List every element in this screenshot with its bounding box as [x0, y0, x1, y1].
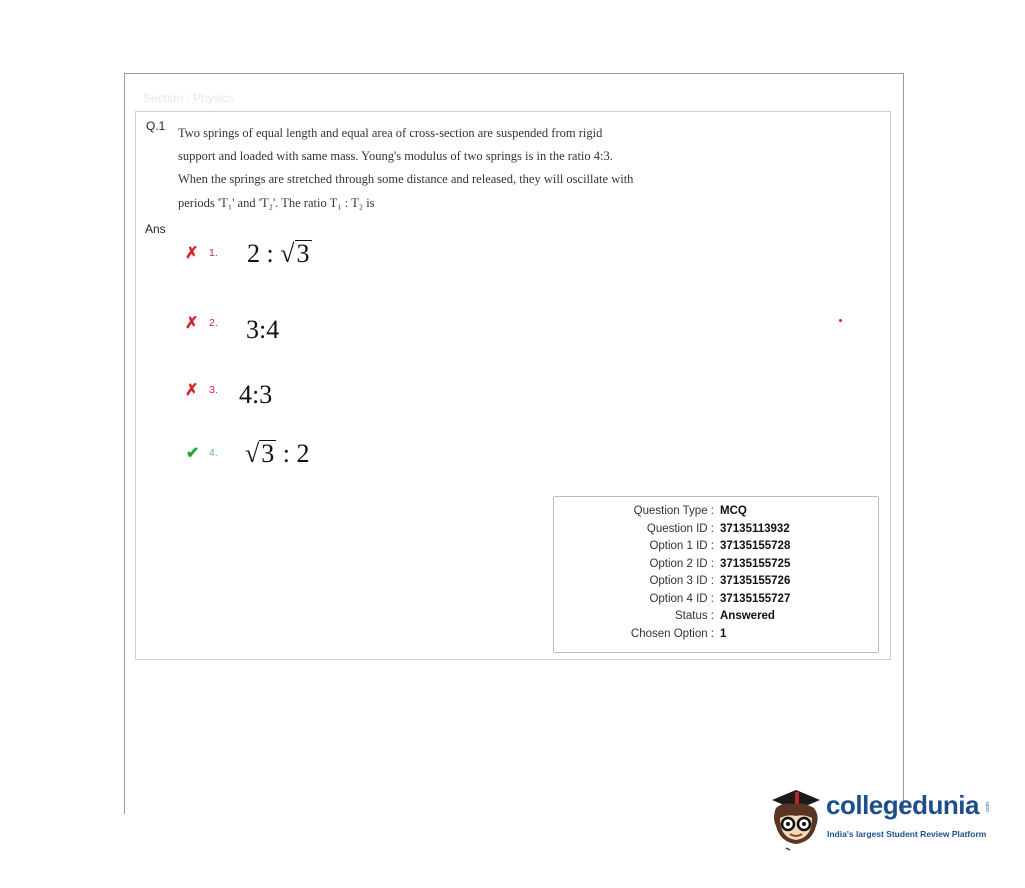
cross-icon: ✗ — [185, 245, 199, 262]
brand-suffix: .com — [985, 802, 991, 813]
check-icon: ✔ — [186, 445, 200, 462]
info-row-option-2-id: Option 2 ID : 37135155725 — [649, 558, 791, 570]
info-row-status: Status : Answered — [675, 610, 775, 622]
question-info-panel — [553, 496, 879, 653]
question-number: Q.1 — [146, 119, 166, 133]
option-3-text: 4:3 — [239, 380, 273, 409]
option-number: 3. — [209, 384, 218, 396]
option-1-text: 2 : √3 — [247, 239, 310, 268]
section-header: Section : Physics — [143, 91, 235, 105]
info-row-chosen-option: Chosen Option : 1 — [630, 628, 727, 640]
info-row-option-1-id: Option 1 ID : 37135155728 — [649, 540, 791, 552]
info-row-option-3-id: Option 3 ID : 37135155726 — [649, 575, 791, 587]
cross-icon: ✗ — [185, 315, 199, 332]
option-4-text: √3 : 2 — [245, 439, 310, 468]
info-row-question-id: Question ID : 37135113932 — [646, 523, 790, 535]
option-2-text: 3:4 — [246, 315, 280, 344]
option-number: 2. — [209, 317, 218, 329]
info-row-question-type: Question Type : MCQ — [633, 505, 747, 517]
stray-mark — [839, 319, 842, 322]
mascot-icon — [766, 782, 826, 852]
cross-icon: ✗ — [185, 382, 199, 399]
answer-label: Ans — [145, 222, 166, 236]
question-text: Two springs of equal length and equal area of cross-section are suspended from rigid support and loaded with same mass. Young's modulus of two springs is in the ratio 4:3. When the springs are stretched through some distance and released, they will oscillate with periods 'T₁' and 'T₂'. The ratio T₁ : T₂ is — [178, 126, 634, 210]
info-row-option-4-id: Option 4 ID : 37135155727 — [649, 593, 791, 605]
brand-name: collegedunia — [826, 790, 979, 820]
option-number: 4. — [209, 447, 218, 459]
brand-tagline: India's largest Student Review Platform — [827, 829, 987, 839]
option-number: 1. — [209, 247, 218, 259]
